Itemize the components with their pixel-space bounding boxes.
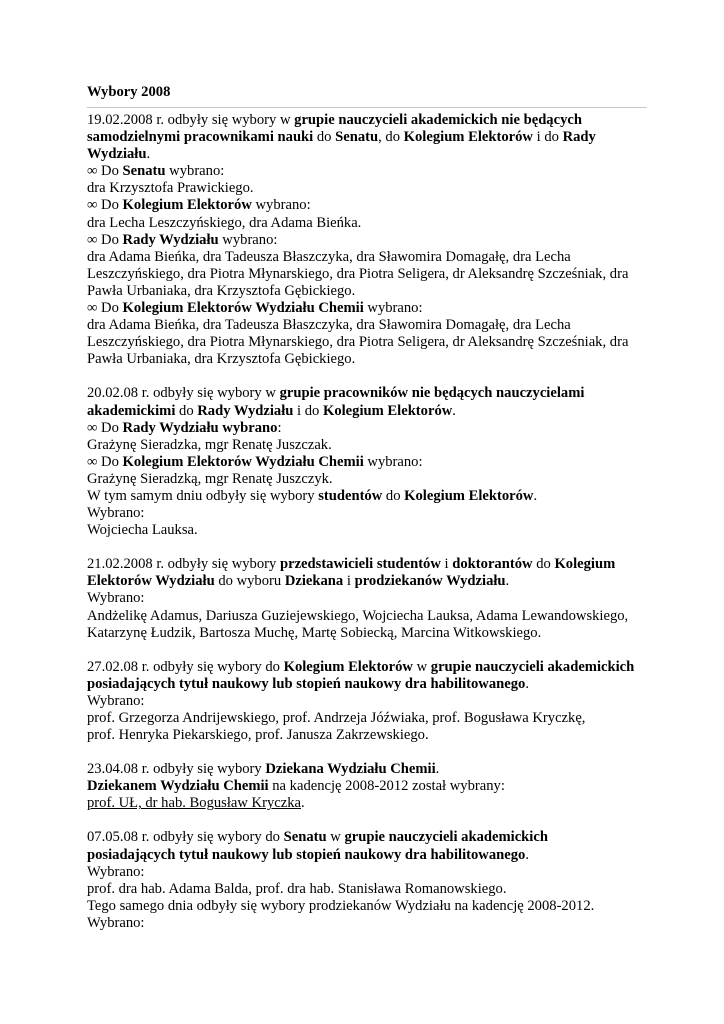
text-run: w — [326, 829, 345, 846]
text-run: i — [440, 556, 453, 573]
text-run: 23.04.08 r. odbyły się wybory — [87, 761, 266, 778]
text-line — [87, 249, 647, 266]
text-line — [87, 454, 647, 471]
text-line — [87, 693, 647, 710]
text-run: prof. dra hab. Adama Balda, prof. dra hab. Stanisława Romanowskiego. — [87, 880, 507, 897]
text-line — [87, 420, 647, 437]
text-run: do — [313, 129, 336, 146]
text-run: wybrano: — [218, 231, 278, 248]
text-run: 21.02.2008 r. odbyły się wybory — [87, 556, 280, 573]
text-line — [87, 864, 647, 881]
text-run: . — [146, 146, 151, 163]
text-line — [87, 266, 647, 283]
text-line — [87, 915, 647, 932]
bold-text: samodzielnymi pracownikami nauki — [87, 129, 314, 146]
text-line — [87, 215, 647, 232]
bold-text: akademickimi — [87, 402, 176, 419]
election-entry — [87, 659, 647, 744]
text-run: wybrano: — [363, 300, 423, 317]
text-run: Wybrano: — [87, 914, 145, 931]
text-run: Wybrano: — [87, 863, 145, 880]
text-run: Tego samego dnia odbyły się wybory prodziekanów Wydziału na kadencję 2008-2012. — [87, 897, 595, 914]
text-run: Leszczyńskiego, dra Piotra Młynarskiego, dra Piotra Seligera, dr Aleksandrę Szcześniak, dra — [87, 265, 629, 282]
document-page — [87, 84, 647, 949]
text-line — [87, 898, 647, 915]
text-run: i — [343, 573, 355, 590]
bold-text: Rady Wydziału — [122, 231, 219, 248]
text-line — [87, 129, 647, 146]
page-title: Wybory 2008 — [87, 84, 171, 100]
text-run: wybrano: — [251, 197, 311, 214]
text-run: W tym samym dniu odbyły się wybory — [87, 487, 319, 504]
text-run: w — [412, 658, 431, 675]
text-line — [87, 761, 647, 778]
text-run: ∞ Do — [87, 197, 123, 214]
text-line — [87, 522, 647, 539]
text-run: ∞ Do — [87, 231, 123, 248]
text-run: i do — [532, 129, 563, 146]
bold-text: grupie nauczycieli akademickich — [430, 658, 635, 675]
bold-text: Kolegium Elektorów — [322, 402, 453, 419]
bold-text: grupie nauczycieli akademickich — [344, 829, 548, 846]
underlined-text: prof. UŁ, dr hab. Bogusław Kryczka — [87, 795, 301, 812]
text-line — [87, 608, 647, 625]
text-run: ∞ Do — [87, 300, 123, 317]
text-run: dra Adama Bieńka, dra Tadeusza Błaszczyka, dra Sławomira Domagałę, dra Lecha — [87, 248, 571, 265]
bold-text: Dziekana Wydziału Chemii — [265, 761, 436, 778]
text-line — [87, 556, 647, 573]
text-line — [87, 197, 647, 214]
text-run: 19.02.2008 r. odbyły się wybory w — [87, 112, 295, 128]
bold-text: posiadających tytuł naukowy lub stopień naukowy dra habilitowanego — [87, 846, 526, 863]
text-run: . — [525, 675, 529, 692]
text-line — [87, 351, 647, 368]
text-line — [87, 505, 647, 522]
election-entry — [87, 112, 647, 368]
title-divider — [87, 107, 647, 108]
text-run: Andżelikę Adamus, Dariusza Guziejewskiego, Wojciecha Lauksa, Adama Lewandowskiego, — [87, 607, 629, 624]
bold-text: przedstawicieli studentów — [279, 556, 441, 573]
text-run: . — [435, 761, 440, 778]
text-line — [87, 573, 647, 590]
text-line — [87, 163, 647, 180]
text-line — [87, 625, 647, 642]
bold-text: posiadających tytuł naukowy lub stopień naukowy dra habilitowanego — [87, 675, 526, 692]
text-run: ∞ Do — [87, 453, 123, 470]
text-line — [87, 471, 647, 488]
text-line — [87, 847, 647, 864]
text-run: Grażynę Sieradzką, mgr Renatę Juszczyk. — [87, 470, 333, 487]
bold-text: Elektorów Wydziału — [87, 573, 215, 590]
text-run: Pawła Urbaniaka, dra Krzysztofa Gębickiego. — [87, 282, 356, 299]
bold-text: Rady — [562, 129, 596, 146]
text-line — [87, 385, 647, 402]
text-run: na kadencję 2008-2012 został wybrany: — [268, 778, 505, 795]
text-run: Wybrano: — [87, 505, 145, 522]
text-line — [87, 317, 647, 334]
text-line — [87, 180, 647, 197]
bold-text: Kolegium Elektorów — [283, 658, 413, 675]
document-body — [87, 112, 647, 932]
bold-text: Dziekanem Wydziału Chemii — [87, 778, 269, 795]
text-line — [87, 403, 647, 420]
bold-text: studentów — [318, 487, 383, 504]
text-run: Wybrano: — [87, 692, 145, 709]
text-run: 20.02.08 r. odbyły się wybory w — [87, 385, 280, 402]
text-line — [87, 488, 647, 505]
text-run: dra Adama Bieńka, dra Tadeusza Błaszczyka, dra Sławomira Domagałę, dra Lecha — [87, 317, 571, 334]
bold-text: Senatu — [283, 829, 327, 846]
text-run: dra Lecha Leszczyńskiego, dra Adama Bieńka. — [87, 214, 362, 231]
text-run: wybrano: — [165, 163, 225, 180]
text-run: : — [277, 419, 282, 436]
text-run: 27.02.08 r. odbyły się wybory do — [87, 658, 284, 675]
text-line — [87, 795, 647, 812]
text-run: . — [505, 573, 510, 590]
election-entry — [87, 385, 647, 539]
text-line — [87, 112, 647, 129]
bold-text: Kolegium Elektorów Wydziału Chemii — [122, 453, 364, 470]
text-run: , do — [378, 129, 404, 146]
text-line — [87, 146, 647, 163]
bold-text: prodziekanów Wydziału — [354, 573, 506, 590]
text-line — [87, 710, 647, 727]
bold-text: Kolegium Elektorów Wydziału Chemii — [122, 300, 364, 317]
bold-text: Kolegium — [554, 556, 616, 573]
text-run: Pawła Urbaniaka, dra Krzysztofa Gębickiego. — [87, 351, 356, 368]
bold-text: Rady Wydziału wybrano — [122, 419, 278, 436]
text-run: prof. Grzegorza Andrijewskiego, prof. Andrzeja Jóźwiaka, prof. Bogusława Kryczkę, — [87, 710, 586, 726]
text-line — [87, 829, 647, 846]
text-run: ∞ Do — [87, 163, 123, 180]
text-run: dra Krzysztofa Prawickiego. — [87, 180, 254, 197]
bold-text: Senatu — [122, 163, 166, 180]
bold-text: doktorantów — [452, 556, 533, 573]
text-run: i do — [293, 402, 323, 419]
text-run: Leszczyńskiego, dra Piotra Młynarskiego, dra Piotra Seligera, dr Aleksandrę Szcześniak, dra — [87, 334, 629, 351]
text-run: Wybrano: — [87, 590, 145, 607]
text-run: Wojciecha Lauksa. — [87, 522, 198, 539]
text-line — [87, 232, 647, 249]
text-run: . — [452, 402, 456, 419]
text-run: Grażynę Sieradzka, mgr Renatę Juszczak. — [87, 436, 332, 453]
text-run: 07.05.08 r. odbyły się wybory do — [87, 829, 284, 846]
text-line — [87, 659, 647, 676]
text-run: . — [525, 846, 529, 863]
bold-text: Wydziału — [87, 146, 147, 163]
text-line — [87, 676, 647, 693]
text-run: wybrano: — [363, 453, 423, 470]
bold-text: Rady Wydziału — [197, 402, 294, 419]
bold-text: Kolegium Elektorów — [122, 197, 252, 214]
text-run: do — [382, 487, 405, 504]
bold-text: Kolegium Elektorów — [403, 129, 533, 146]
bold-text: Dziekana — [284, 573, 344, 590]
bold-text: grupie pracowników nie będących nauczycielami — [279, 385, 585, 402]
text-run: . — [533, 487, 538, 504]
text-line — [87, 334, 647, 351]
text-run: ∞ Do — [87, 419, 123, 436]
text-run: . — [300, 795, 305, 812]
text-run: Katarzynę Łudzik, Bartosza Muchę, Martę Sobiecką, Marcina Witkowskiego. — [87, 624, 542, 641]
election-entry — [87, 761, 647, 812]
election-entry — [87, 829, 647, 932]
text-line — [87, 300, 647, 317]
text-line — [87, 881, 647, 898]
text-run: do — [532, 556, 555, 573]
text-line — [87, 590, 647, 607]
text-line — [87, 727, 647, 744]
text-run: do wyboru — [214, 573, 285, 590]
bold-text: Senatu — [335, 129, 379, 146]
text-run: do — [175, 402, 198, 419]
text-line — [87, 778, 647, 795]
text-run: prof. Henryka Piekarskiego, prof. Janusza Zakrzewskiego. — [87, 727, 429, 744]
election-entry — [87, 556, 647, 641]
bold-text: grupie nauczycieli akademickich nie będących — [294, 112, 582, 128]
bold-text: Kolegium Elektorów — [404, 487, 534, 504]
text-line — [87, 283, 647, 300]
text-line — [87, 437, 647, 454]
